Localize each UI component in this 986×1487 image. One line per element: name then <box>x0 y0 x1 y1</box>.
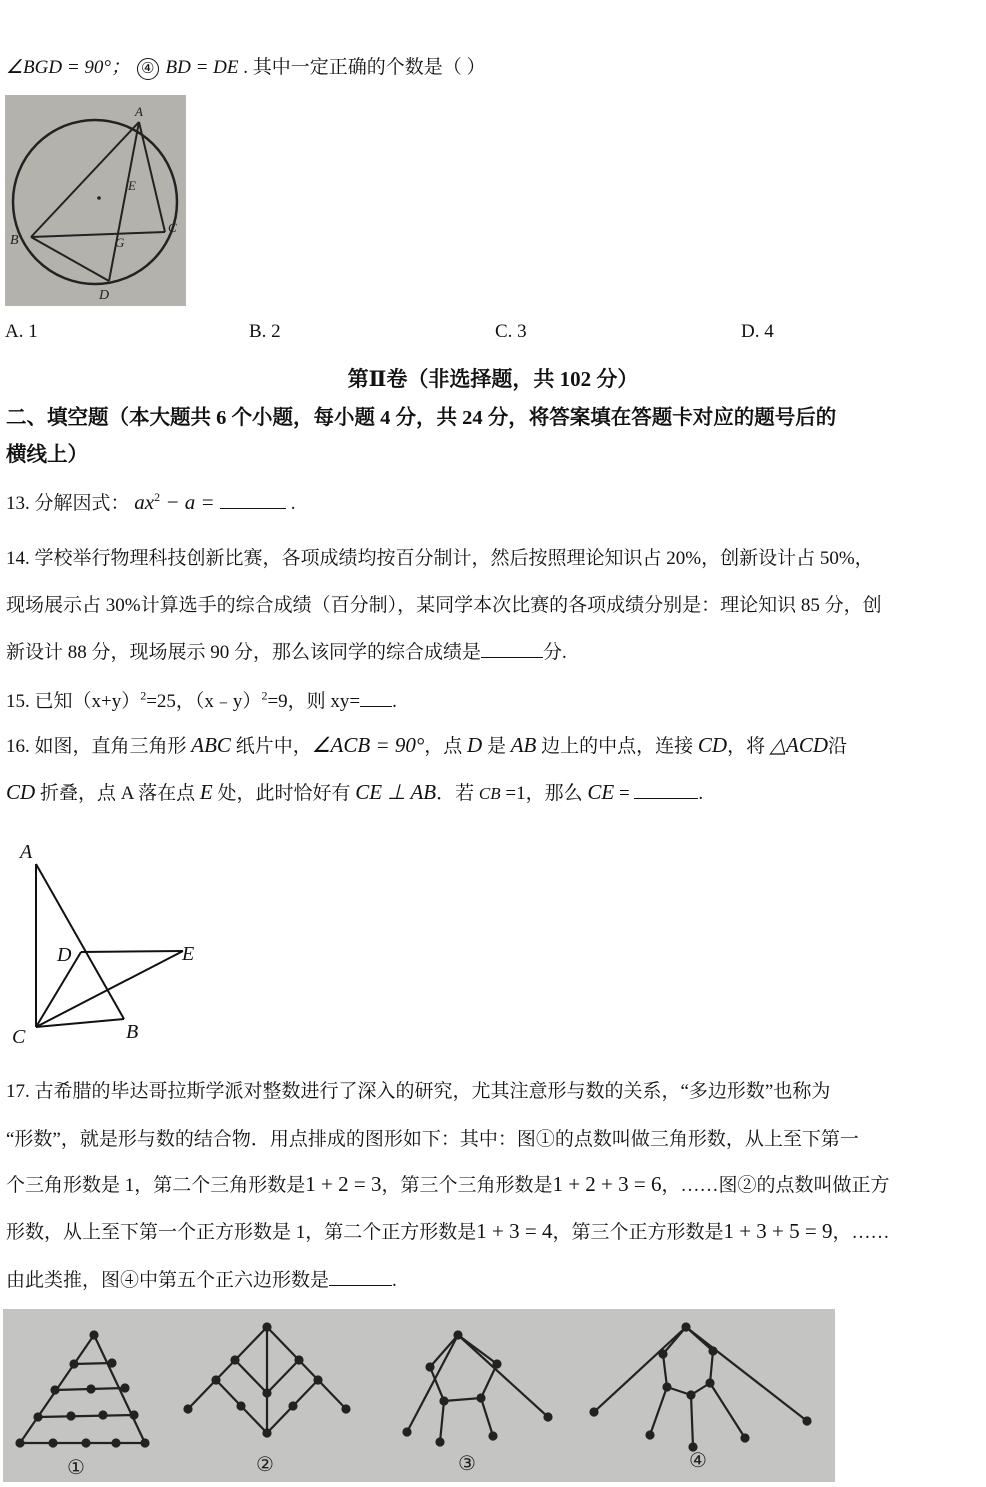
q16-text: 折叠，点 A 落在点 <box>35 783 200 804</box>
q14-line3 <box>6 637 567 664</box>
q14-line3-text: 新设计 88 分，现场展示 90 分，那么该同学的综合成绩是 <box>6 642 482 663</box>
q14-line1: 14. 学校举行物理科技创新比赛，各项成绩均按百分制计，然后按照理论知识占 20%，创新设计占 50%， <box>6 548 874 569</box>
q16-math-ce: CE <box>587 780 615 804</box>
q16-math-angle: ∠ACB = 90° <box>311 733 425 757</box>
q16-math-d: D <box>467 733 483 757</box>
q12-question-text: . 其中一定正确的个数是（ ） <box>243 57 486 78</box>
q12-angle-statement: ∠BGD = 90°； <box>6 57 131 78</box>
q17-caption-4: ④ <box>689 1448 707 1472</box>
q13-expr-rest: − a = <box>160 490 220 514</box>
q16-text: 纸片中， <box>230 736 312 757</box>
q15-answer-blank[interactable] <box>360 688 392 707</box>
q13-expression <box>134 490 220 514</box>
q13-answer-blank[interactable] <box>220 490 286 509</box>
q16-text: 边上的中点，连接 <box>536 736 698 757</box>
q16-answer-blank[interactable] <box>634 780 698 799</box>
q16-math-e: E <box>199 780 213 804</box>
q17-answer-blank[interactable] <box>329 1267 392 1286</box>
q16-math-cd: CD <box>697 733 728 757</box>
q15-part2: =25，（x﹣y） <box>146 691 262 712</box>
q17-line2: “形数”，就是形与数的结合物．用点排成的图形如下：其中：图①的点数叫做三角形数，从上至下第一 <box>6 1129 859 1150</box>
q17-line5 <box>6 1265 397 1292</box>
q12-label-g: G <box>115 235 125 250</box>
q17-caption-3: ③ <box>458 1451 476 1475</box>
q15-exponent2: 2 <box>261 688 268 703</box>
q17-text: 个三角形数是 1，第二个三角形数是 <box>6 1175 306 1196</box>
q16-math-cb: CB <box>478 784 501 803</box>
q12-choice-c: C. 3 <box>495 321 527 342</box>
q12-circle-diagram <box>5 95 186 306</box>
q17-caption-1: ① <box>67 1455 85 1479</box>
q16-triangle-figure <box>8 838 208 1048</box>
q12-tail-line <box>6 52 486 80</box>
q17-line3 <box>6 1170 890 1197</box>
q13-suffix: . <box>290 493 296 514</box>
q16-triangle-diagram <box>8 838 208 1048</box>
q16-label-d: D <box>57 944 72 966</box>
q16-text: ，点 <box>424 736 468 757</box>
q17-suffix: . <box>392 1270 397 1291</box>
q16-text: 是 <box>482 736 511 757</box>
q16-text: 16. 如图，直角三角形 <box>6 736 192 757</box>
q17-line4 <box>6 1217 890 1244</box>
q16-text: 处，此时恰好有 <box>212 783 356 804</box>
q12-label-a: A <box>135 104 143 119</box>
q16-text: = <box>614 783 635 804</box>
q12-segment-statement: BD = DE <box>165 57 239 78</box>
q12-choice-d: D. 4 <box>741 321 774 342</box>
q16-text: ．若 <box>436 783 479 804</box>
q17-equation: 1 + 2 = 3 <box>305 1172 382 1196</box>
q12-label-d: D <box>99 288 110 303</box>
q13-expr-term: ax <box>134 490 155 514</box>
q15-part1: 15. 已知（x+y） <box>6 691 141 712</box>
q15-part3: =9，则 xy= <box>267 691 361 712</box>
q14-line2: 现场展示占 30%计算选手的综合成绩（百分制），某同学本次比赛的各项成绩分别是：理论知识 85 分，创 <box>6 595 882 616</box>
q17-line1: 17. 古希腊的毕达哥拉斯学派对整数进行了深入的研究，尤其注意形与数的关系，“多边形数”也称为 <box>6 1081 831 1102</box>
q14-answer-blank[interactable] <box>481 639 543 658</box>
q17-text: ，…… <box>832 1222 890 1243</box>
q16-math-abc: ABC <box>191 733 231 757</box>
q16-math-perp: CE ⊥ AB <box>355 780 437 804</box>
q13-expr-exponent: 2 <box>154 490 161 504</box>
q15-suffix: . <box>392 691 397 712</box>
q16-text: 沿 <box>828 736 848 757</box>
q16-suffix: . <box>698 783 704 804</box>
fill-heading-line1: 二、填空题（本大题共 6 个小题，每小题 4 分，共 24 分，将答案填在答题卡对应的题号后的 <box>6 407 837 429</box>
q16-math-cd2: CD <box>6 780 36 804</box>
q17-text: 由此类推，图④中第五个正六边形数是 <box>6 1270 330 1291</box>
q16-label-e: E <box>182 943 195 965</box>
q17-caption-2: ② <box>256 1452 274 1476</box>
q14-line3-suffix: 分. <box>543 642 567 663</box>
q16-math-ab: AB <box>510 733 537 757</box>
q17-text: 形数，从上至下第一个正方形数是 1，第二个正方形数是 <box>6 1222 477 1243</box>
q16-line1 <box>6 731 847 758</box>
q16-label-c: C <box>12 1026 26 1048</box>
q16-line2 <box>6 778 703 805</box>
q17-equation: 1 + 3 = 4 <box>476 1219 553 1243</box>
q15-exponent1: 2 <box>140 688 147 703</box>
q16-text: ，将 <box>727 736 770 757</box>
q17-polygon-numbers-figure <box>3 1309 835 1482</box>
q17-text: ，第三个三角形数是 <box>381 1175 553 1196</box>
q17-equation: 1 + 3 + 5 = 9 <box>723 1219 833 1243</box>
q17-text: ，……图②的点数叫做正方 <box>661 1175 890 1196</box>
q16-math-triangle: △ACD <box>769 733 828 757</box>
q13-prefix: 13. 分解因式： <box>6 493 130 514</box>
q16-label-a: A <box>20 841 33 863</box>
q17-polygon-diagram <box>3 1309 835 1482</box>
fill-heading-line2: 横线上） <box>6 444 88 466</box>
q16-label-b: B <box>126 1021 139 1043</box>
q13-line <box>6 488 295 515</box>
q12-choice-b: B. 2 <box>249 321 281 342</box>
q15-line <box>6 686 397 713</box>
q16-text: =1，那么 <box>500 783 588 804</box>
q12-label-e: E <box>128 178 136 193</box>
q12-choice-a: A. 1 <box>5 321 38 342</box>
section2-title: 第Ⅱ卷（非选择题，共 102 分） <box>347 367 639 391</box>
q17-text: ，第三个正方形数是 <box>552 1222 724 1243</box>
q12-circled-four: ④ <box>137 58 159 80</box>
q17-equation: 1 + 2 + 3 = 6 <box>552 1172 662 1196</box>
q12-circle-figure <box>5 95 186 306</box>
q12-label-c: C <box>168 220 177 235</box>
q12-label-b: B <box>10 233 19 248</box>
